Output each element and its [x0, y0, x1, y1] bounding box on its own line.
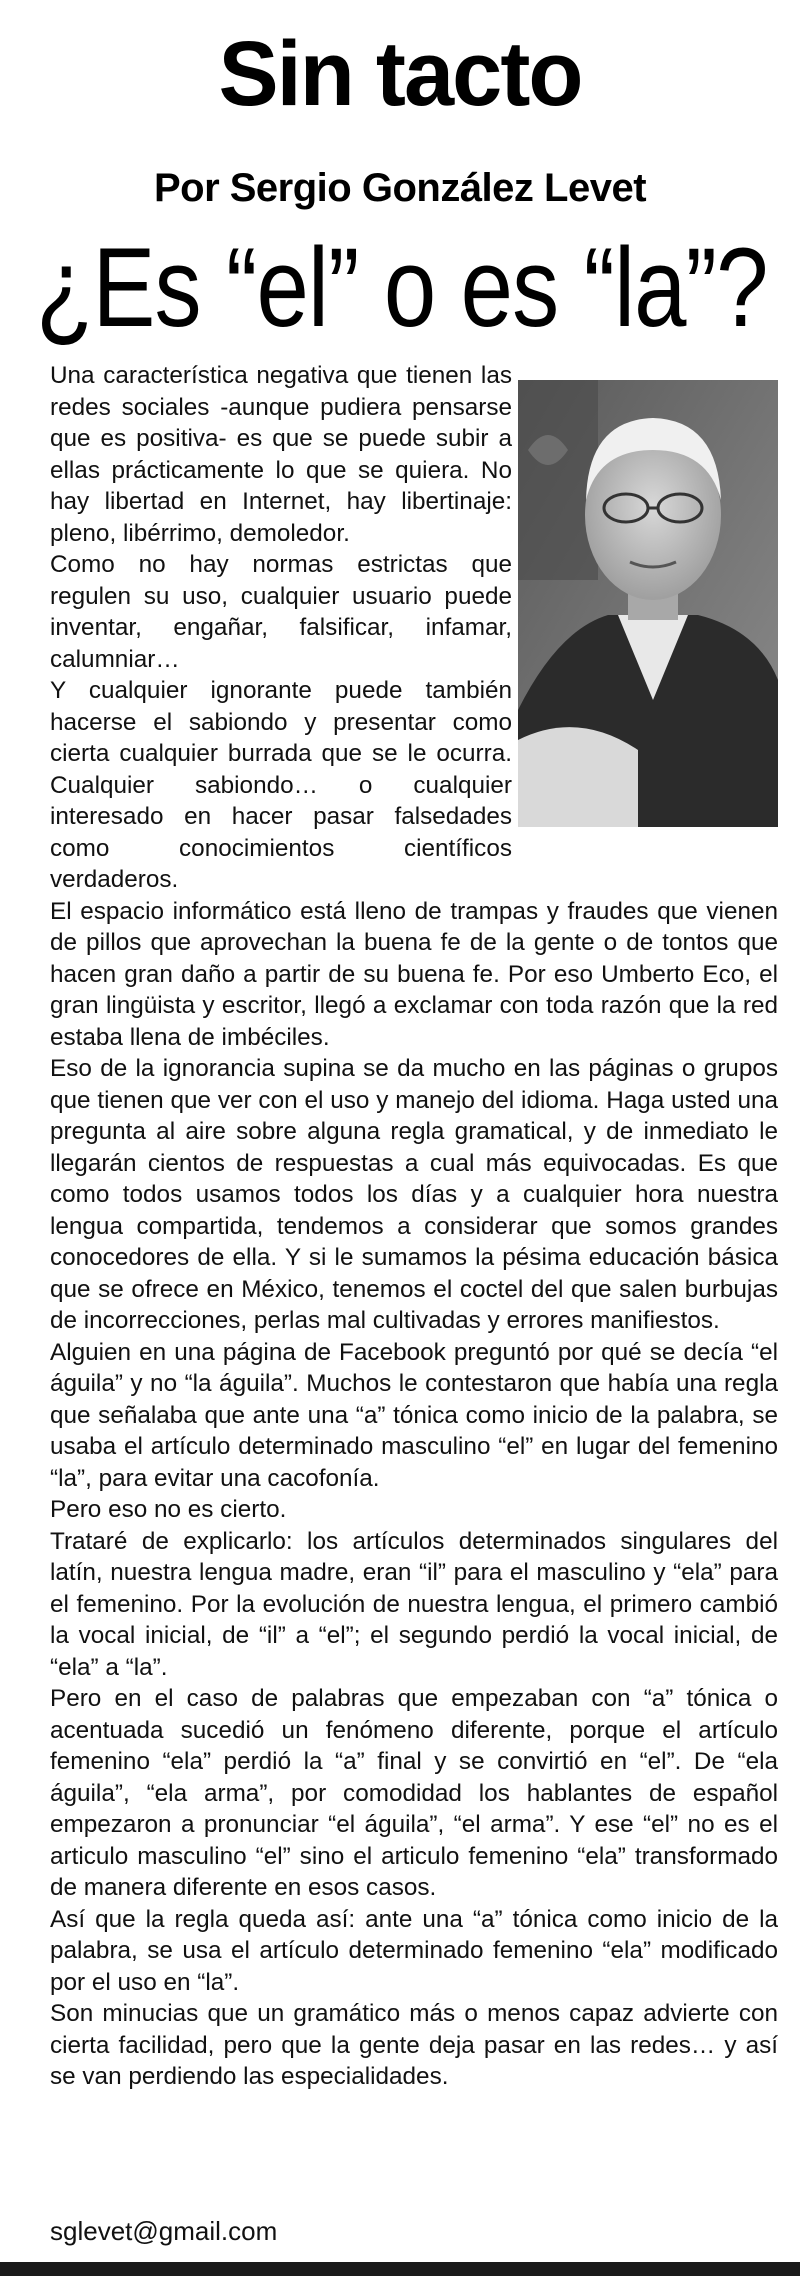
column-name: Sin tacto: [218, 23, 582, 125]
article-paragraph: Eso de la ignorancia supina se da mucho en las páginas o grupos que tienen que ver con el uso y manejo del idioma. Haga usted una pregunta al aire sobre alguna regla gramatical, y de inmediato le llegarán cientos de respuestas a cual más equivocadas. Es que como todos usamos todos los días y a cualquier hora nuestra lengua compartida, tendemos a considerar que somos grandes conocedores de ella. Y si le sumamos la pésima educación básica que se ofrece en México, tenemos el coctel del que salen burbujas de incorrecciones, perlas mal cultivadas y errores manifiestos.: [50, 1055, 778, 1334]
bottom-rule: [0, 2262, 800, 2276]
author-email[interactable]: sglevet@gmail.com: [50, 2216, 278, 2246]
article-body: [50, 360, 778, 2093]
article-paragraph: Alguien en una página de Facebook preguntó por qué se decía “el águila” y no “la águila”. Muchos le contestaron que había una regla que señalaba que ante una “a” tónica como inicio de la palabra, se usaba el artículo determinado masculino “el” en lugar del femenino “la”, para evitar una cacofonía.: [50, 1338, 778, 1492]
article-paragraph: Pero en el caso de palabras que empezaban con “a” tónica o acentuada sucedió un fenómeno diferente, porque el artículo femenino “ela” perdió la “a” final y se convirtió en “el”. De “ela águila”, “ela arma”, por comodidad los hablantes de español empezaron a pronunciar “el águila”, “el arma”. Y ese “el” no es el articulo masculino “el” sino el articulo femenino “ela” transformado de manera diferente en esos casos.: [50, 1685, 778, 1901]
article-paragraph: Como no hay normas estrictas que regulen su uso, cualquier usuario puede inventar, engañar, falsificar, infamar, calumniar…: [50, 551, 512, 673]
article-paragraph: Y cualquier ignorante puede también hacerse el sabiondo y presentar como cierta cualquier burrada que se le ocurra. Cualquier sabiondo… o cualquier interesado en hacer pasar falsedades como conocimientos científicos verdaderos.: [50, 677, 512, 893]
byline: Por Sergio González Levet: [153, 166, 647, 210]
article-paragraph: Pero eso no es cierto.: [50, 1496, 287, 1523]
article-paragraph: Son minucias que un gramático más o menos capaz advierte con cierta facilidad, pero que la gente deja pasar en las redes… y así se van perdiendo las especialidades.: [50, 2000, 778, 2090]
article-paragraph: El espacio informático está lleno de trampas y fraudes que vienen de pillos que aprovechan la buena fe de la gente o de tontos que hacen gran daño a partir de su buena fe. Por eso Umberto Eco, el gran lingüista y escritor, llegó a exclamar con toda razón que la red estaba llena de imbéciles.: [50, 897, 778, 1051]
article-paragraph: Así que la regla queda así: ante una “a” tónica como inicio de la palabra, se usa el artículo determinado femenino “ela” modificado por el uso en “la”.: [50, 1905, 778, 1996]
article-paragraph: Una característica negativa que tienen las redes sociales -aunque pudiera pensarse que es positiva- es que se puede subir a ellas prácticamente lo que se quiera. No hay libertad en Internet, hay libertinaje: pleno, libérrimo, demoledor.: [50, 362, 512, 547]
headline: ¿Es “el” o es “la”?: [36, 225, 768, 350]
article-paragraph: Trataré de explicarlo: los artículos determinados singulares del latín, nuestra lengua madre, eran “il” para el masculino y “ela” para el femenino. Por la evolución de nuestra lengua, el primero cambió la vocal inicial, de “il” a “el”; el segundo perdió la vocal inicial, de “ela” a “la”.: [50, 1527, 778, 1681]
